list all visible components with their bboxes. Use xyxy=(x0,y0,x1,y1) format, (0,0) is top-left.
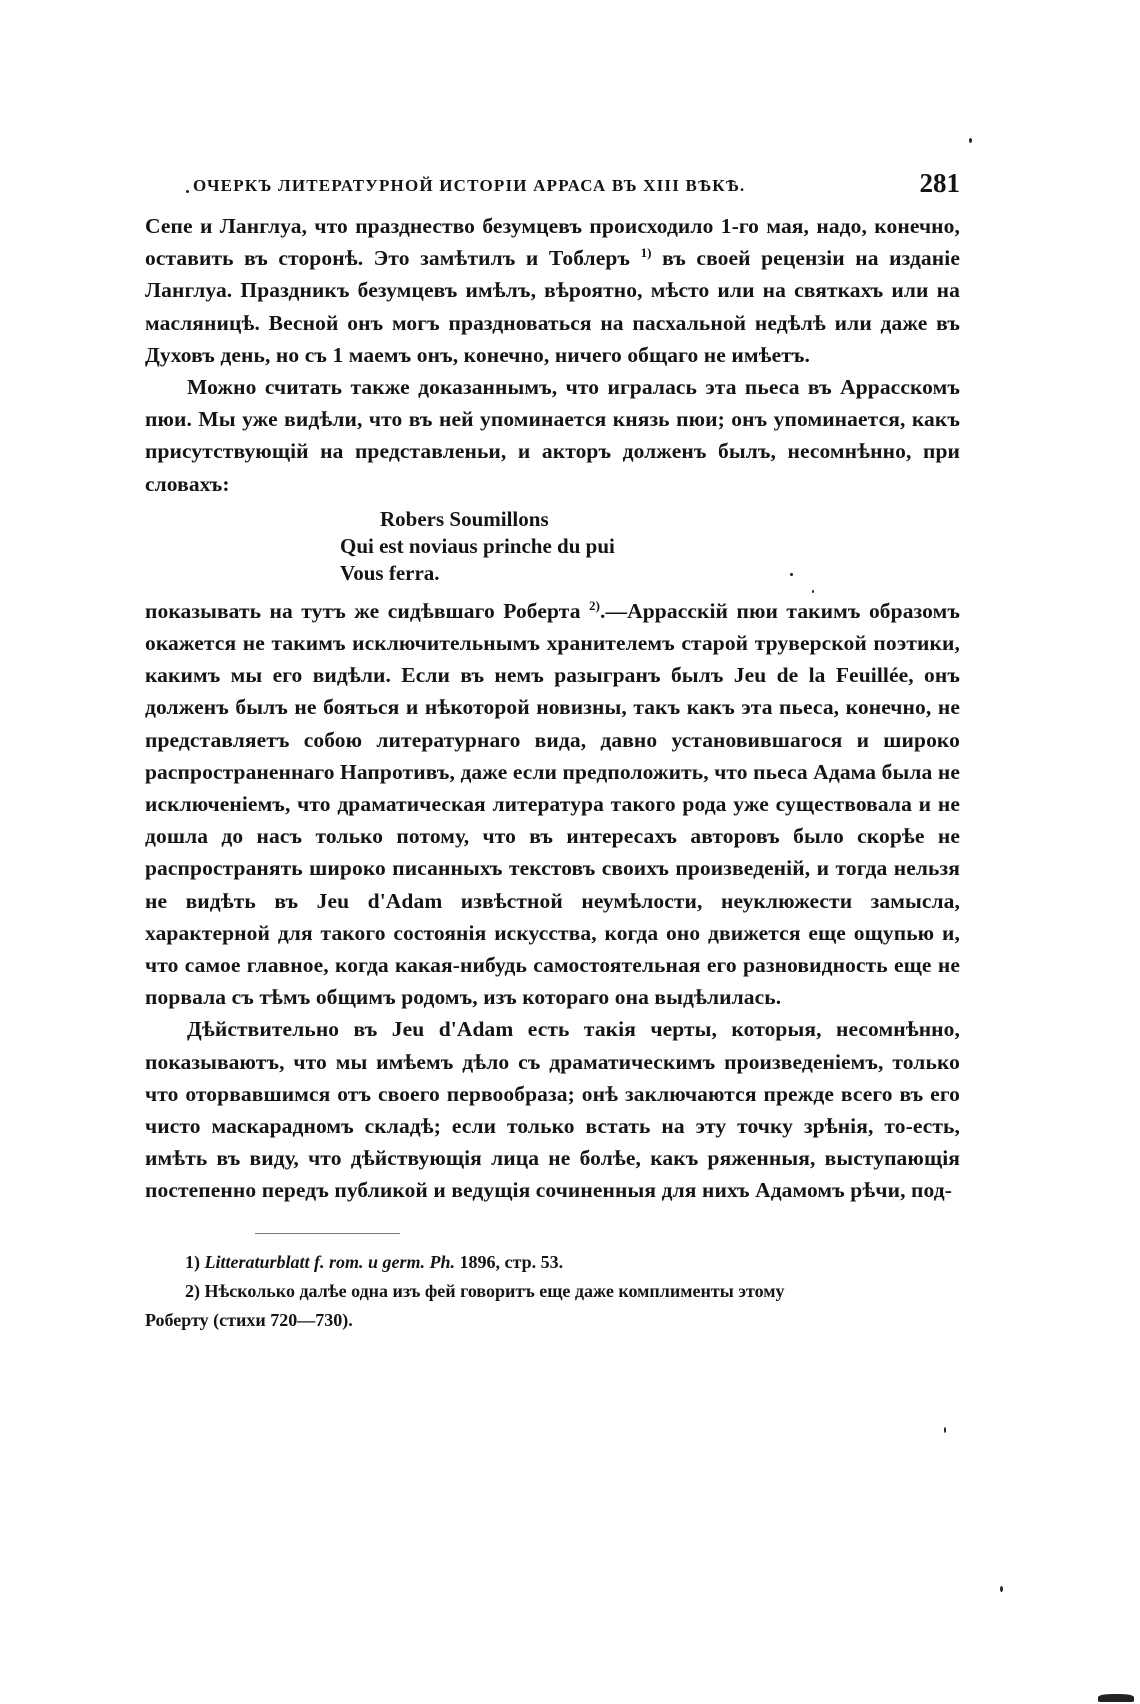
print-speck xyxy=(812,590,814,593)
verse-line-1: Robers Soumillons xyxy=(380,506,549,531)
print-speck xyxy=(186,190,189,193)
paragraph-1-part-a: Сепе и Ланглуа, что празднество безумцевъ происходило 1-го мая, надо, конечно, оставить въ сторонѣ. Это замѣтилъ и Тоблеръ xyxy=(145,214,960,271)
paragraph-3-start: показывать на тутъ же сидѣвшаго Роберта xyxy=(145,598,581,623)
footnote-2-continuation: Роберту (стихи 720—730). xyxy=(145,1309,353,1330)
print-speck xyxy=(1098,1694,1134,1702)
verse-quote xyxy=(340,506,960,587)
paragraph-1 xyxy=(145,210,960,371)
paragraph-3-rest: .—Аррасскій пюи такимъ образомъ окажется не такимъ исключительнымъ хранителемъ старой труверской поэтики, какимъ мы его видѣли. Если въ немъ разыгранъ былъ Jeu de la Feuillée, онъ долженъ былъ не бояться и нѣкоторой новизны, такъ какъ эта пьеса, конечно, не представляетъ собою литературнаго вида, давно установившагося и широко распространеннаго Напротивъ, даже если предположить, что пьеса Адама была не исключеніемъ, что драматическая литература такого рода уже существовала и не дошла до насъ только потому, что въ интересахъ авторовъ было скорѣе не распространять широко писанныхъ текстовъ своихъ произведеній, и тогда нельзя не видѣть въ Jeu d'Adam извѣстной неумѣлости, неуклюжести замысла, характерной для такого состоянія искусства, когда оно движется еще ощупью и, что самое главное, когда какая-нибудь самостоятельная его разновидность еще не порвала съ тѣмъ общимъ родомъ, изъ котораго она выдѣлилась. xyxy=(145,598,960,1010)
paragraph-3 xyxy=(145,595,960,1014)
paragraph-4: Дѣйствительно въ Jeu d'Adam есть такія черты, которыя, несомнѣнно, показываютъ, что мы имѣемъ дѣло съ драматическимъ произведеніемъ, только что оторвавшимся отъ своего первообраза; онѣ заключаются прежде всего въ его чисто маскарадномъ складѣ; если только встать на эту точку зрѣнія, то-есть, имѣть въ виду, что дѣйствующія лица не болѣе, какъ ряженныя, выступающія постепенно передъ публикой и ведущія сочиненныя для нихъ Адамомъ рѣчи, под- xyxy=(145,1017,960,1203)
page-number: 281 xyxy=(919,168,960,198)
paragraph-2: Можно считать также доказаннымъ, что игралась эта пьеса въ Аррасскомъ пюи. Мы уже видѣли, что въ ней упоминается князь пюи; онъ упоминается, какъ присутствующій на представленьи, и акторъ долженъ былъ, несомнѣнно, при словахъ: xyxy=(145,375,960,496)
verse-line-3: Vous ferra. xyxy=(340,560,440,585)
body-text xyxy=(145,210,960,1207)
footnote-1-mark: 1) xyxy=(185,1251,200,1272)
print-speck xyxy=(969,138,972,143)
running-title: ОЧЕРКЪ ЛИТЕРАТУРНОЙ ИСТОРІИ АРРАСА ВЪ XIII ВѢКѢ. xyxy=(193,176,746,195)
footnote-rule xyxy=(255,1233,400,1234)
footnote-1 xyxy=(145,1248,960,1277)
paragraph-1-part-b: въ своей рецензіи на изданіе Ланглуа. Праздникъ безумцевъ имѣлъ, вѣроятно, мѣсто или на святкахъ или на масляницѣ. Весной онъ могъ праздноваться на пасхальной недѣлѣ или даже въ Духовъ день, но съ 1 маемъ онъ, конечно, ничего общаго не имѣетъ. xyxy=(145,246,960,367)
footnote-2-mark: 2) xyxy=(185,1280,200,1301)
verse-line-2: Qui est noviaus prinche du pui xyxy=(340,533,615,558)
footnote-1-detail: 1896, стр. 53. xyxy=(459,1251,564,1272)
footnote-1-source: Litteraturblatt f. rom. u germ. Ph. xyxy=(204,1251,456,1272)
footnotes xyxy=(145,1248,960,1334)
print-speck xyxy=(1000,1586,1003,1592)
book-page xyxy=(145,168,960,1334)
footnote-2-line1: Нѣсколько далѣе одна изъ фей говоритъ еще даже комплименты этому xyxy=(204,1280,785,1301)
running-head xyxy=(145,168,960,210)
footnote-ref-2: 2) xyxy=(589,597,601,613)
print-speck xyxy=(790,573,793,576)
print-speck xyxy=(944,1427,946,1433)
footnote-2 xyxy=(145,1277,960,1306)
footnote-ref-1: 1) xyxy=(640,245,652,261)
